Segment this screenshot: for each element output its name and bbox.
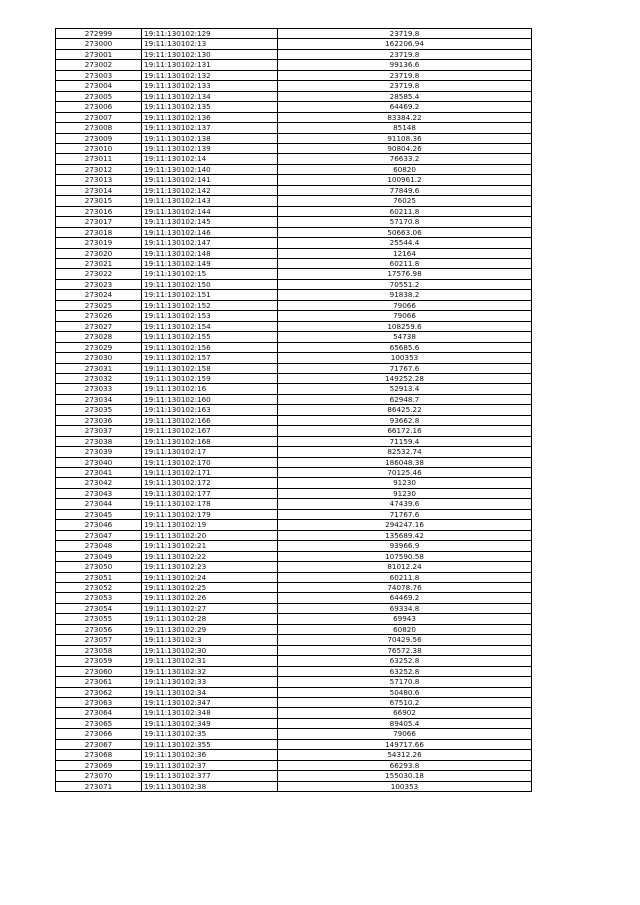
table-row <box>56 635 532 645</box>
row-number-cell: 273069 <box>56 760 142 770</box>
cadastral-number-cell: 19:11:130102:30 <box>142 645 278 655</box>
row-number-cell: 273044 <box>56 499 142 509</box>
cadastral-number-cell: 19:11:130102:37 <box>142 760 278 770</box>
table-row <box>56 300 532 310</box>
value-cell: 108259.6 <box>278 321 532 331</box>
row-number-cell: 273039 <box>56 447 142 457</box>
row-number-cell: 273001 <box>56 49 142 59</box>
row-number-cell: 273062 <box>56 687 142 697</box>
table-row <box>56 217 532 227</box>
table-row <box>56 70 532 80</box>
table-row <box>56 771 532 781</box>
table-row <box>56 530 532 540</box>
table-row <box>56 624 532 634</box>
row-number-cell: 273068 <box>56 750 142 760</box>
value-cell: 89405.4 <box>278 718 532 728</box>
row-number-cell: 273043 <box>56 488 142 498</box>
row-number-cell: 273054 <box>56 603 142 613</box>
value-cell: 186048.38 <box>278 457 532 467</box>
value-cell: 60820 <box>278 164 532 174</box>
table-row <box>56 248 532 258</box>
cadastral-number-cell: 19:11:130102:349 <box>142 718 278 728</box>
cadastral-number-cell: 19:11:130102:153 <box>142 311 278 321</box>
row-number-cell: 273000 <box>56 39 142 49</box>
value-cell: 52913.4 <box>278 384 532 394</box>
cadastral-number-cell: 19:11:130102:26 <box>142 593 278 603</box>
table-row <box>56 321 532 331</box>
cadastral-number-cell: 19:11:130102:21 <box>142 541 278 551</box>
table-row <box>56 342 532 352</box>
row-number-cell: 273046 <box>56 520 142 530</box>
row-number-cell: 273053 <box>56 593 142 603</box>
value-cell: 23719.8 <box>278 49 532 59</box>
cadastral-number-cell: 19:11:130102:19 <box>142 520 278 530</box>
value-cell: 155030.18 <box>278 771 532 781</box>
table-row <box>56 123 532 133</box>
cadastral-number-cell: 19:11:130102:134 <box>142 91 278 101</box>
value-cell: 50480.6 <box>278 687 532 697</box>
value-cell: 91230 <box>278 478 532 488</box>
row-number-cell: 273065 <box>56 718 142 728</box>
table-row <box>56 541 532 551</box>
table-row <box>56 290 532 300</box>
value-cell: 71159.4 <box>278 436 532 446</box>
row-number-cell: 273014 <box>56 185 142 195</box>
cadastral-number-cell: 19:11:130102:133 <box>142 81 278 91</box>
value-cell: 70125.46 <box>278 468 532 478</box>
cadastral-number-cell: 19:11:130102:142 <box>142 185 278 195</box>
table-row <box>56 488 532 498</box>
table-row <box>56 238 532 248</box>
table-row <box>56 750 532 760</box>
value-cell: 79066 <box>278 311 532 321</box>
table-row <box>56 102 532 112</box>
row-number-cell: 273038 <box>56 436 142 446</box>
cadastral-number-cell: 19:11:130102:27 <box>142 603 278 613</box>
cadastral-number-cell: 19:11:130102:17 <box>142 447 278 457</box>
value-cell: 63252.8 <box>278 656 532 666</box>
table-row <box>56 760 532 770</box>
row-number-cell: 273011 <box>56 154 142 164</box>
row-number-cell: 273057 <box>56 635 142 645</box>
value-cell: 149252.28 <box>278 373 532 383</box>
table-row <box>56 394 532 404</box>
value-cell: 71767.6 <box>278 363 532 373</box>
value-cell: 50663.06 <box>278 227 532 237</box>
row-number-cell: 273017 <box>56 217 142 227</box>
cadastral-number-cell: 19:11:130102:149 <box>142 258 278 268</box>
row-number-cell: 273060 <box>56 666 142 676</box>
value-cell: 93662.8 <box>278 415 532 425</box>
cadastral-number-cell: 19:11:130102:139 <box>142 143 278 153</box>
cadastral-number-cell: 19:11:130102:16 <box>142 384 278 394</box>
cadastral-number-cell: 19:11:130102:150 <box>142 279 278 289</box>
table-row <box>56 415 532 425</box>
value-cell: 66172.16 <box>278 426 532 436</box>
row-number-cell: 273002 <box>56 60 142 70</box>
cadastral-number-cell: 19:11:130102:137 <box>142 123 278 133</box>
value-cell: 91108.36 <box>278 133 532 143</box>
row-number-cell: 273027 <box>56 321 142 331</box>
row-number-cell: 273016 <box>56 206 142 216</box>
row-number-cell: 273019 <box>56 238 142 248</box>
table-row <box>56 457 532 467</box>
table-body <box>56 29 532 792</box>
cadastral-number-cell: 19:11:130102:148 <box>142 248 278 258</box>
cadastral-number-cell: 19:11:130102:160 <box>142 394 278 404</box>
value-cell: 17576.98 <box>278 269 532 279</box>
row-number-cell: 273070 <box>56 771 142 781</box>
value-cell: 23719.8 <box>278 70 532 80</box>
cadastral-number-cell: 19:11:130102:140 <box>142 164 278 174</box>
table-row <box>56 478 532 488</box>
value-cell: 81012.24 <box>278 562 532 572</box>
table-row <box>56 468 532 478</box>
value-cell: 70551.2 <box>278 279 532 289</box>
cadastral-number-cell: 19:11:130102:13 <box>142 39 278 49</box>
table-row <box>56 572 532 582</box>
cadastral-number-cell: 19:11:130102:35 <box>142 729 278 739</box>
row-number-cell: 273028 <box>56 332 142 342</box>
table-row <box>56 718 532 728</box>
table-row <box>56 509 532 519</box>
row-number-cell: 273055 <box>56 614 142 624</box>
value-cell: 149717.66 <box>278 739 532 749</box>
cadastral-number-cell: 19:11:130102:168 <box>142 436 278 446</box>
table-row <box>56 687 532 697</box>
table-row <box>56 311 532 321</box>
table-row <box>56 614 532 624</box>
table-row <box>56 656 532 666</box>
cadastral-number-cell: 19:11:130102:135 <box>142 102 278 112</box>
table-row <box>56 227 532 237</box>
table-row <box>56 269 532 279</box>
table-row <box>56 436 532 446</box>
value-cell: 23719.8 <box>278 29 532 39</box>
cadastral-number-cell: 19:11:130102:130 <box>142 49 278 59</box>
cadastral-number-cell: 19:11:130102:22 <box>142 551 278 561</box>
row-number-cell: 273063 <box>56 698 142 708</box>
value-cell: 60211.8 <box>278 258 532 268</box>
cadastral-number-cell: 19:11:130102:138 <box>142 133 278 143</box>
cadastral-number-cell: 19:11:130102:141 <box>142 175 278 185</box>
row-number-cell: 273012 <box>56 164 142 174</box>
table-row <box>56 91 532 101</box>
row-number-cell: 273071 <box>56 781 142 791</box>
cadastral-number-cell: 19:11:130102:32 <box>142 666 278 676</box>
value-cell: 47439.6 <box>278 499 532 509</box>
cadastral-number-cell: 19:11:130102:38 <box>142 781 278 791</box>
cadastral-number-cell: 19:11:130102:132 <box>142 70 278 80</box>
table-row <box>56 164 532 174</box>
table-row <box>56 353 532 363</box>
row-number-cell: 273051 <box>56 572 142 582</box>
table-row <box>56 384 532 394</box>
value-cell: 23719.8 <box>278 81 532 91</box>
cadastral-number-cell: 19:11:130102:166 <box>142 415 278 425</box>
row-number-cell: 273036 <box>56 415 142 425</box>
value-cell: 135689.42 <box>278 530 532 540</box>
value-cell: 60211.8 <box>278 206 532 216</box>
table-row <box>56 363 532 373</box>
table-row <box>56 39 532 49</box>
cadastral-number-cell: 19:11:130102:348 <box>142 708 278 718</box>
row-number-cell: 273052 <box>56 583 142 593</box>
row-number-cell: 273058 <box>56 645 142 655</box>
row-number-cell: 273003 <box>56 70 142 80</box>
cadastral-number-cell: 19:11:130102:25 <box>142 583 278 593</box>
value-cell: 76633.2 <box>278 154 532 164</box>
cadastral-number-cell: 19:11:130102:178 <box>142 499 278 509</box>
cadastral-number-cell: 19:11:130102:158 <box>142 363 278 373</box>
row-number-cell: 273032 <box>56 373 142 383</box>
value-cell: 91838.2 <box>278 290 532 300</box>
value-cell: 70429.56 <box>278 635 532 645</box>
cadastral-number-cell: 19:11:130102:129 <box>142 29 278 39</box>
value-cell: 82532.74 <box>278 447 532 457</box>
row-number-cell: 273048 <box>56 541 142 551</box>
table-row <box>56 258 532 268</box>
cadastral-number-cell: 19:11:130102:36 <box>142 750 278 760</box>
cadastral-number-cell: 19:11:130102:24 <box>142 572 278 582</box>
row-number-cell: 273059 <box>56 656 142 666</box>
row-number-cell: 273025 <box>56 300 142 310</box>
value-cell: 54738 <box>278 332 532 342</box>
row-number-cell: 273056 <box>56 624 142 634</box>
cadastral-number-cell: 19:11:130102:155 <box>142 332 278 342</box>
cadastral-number-cell: 19:11:130102:14 <box>142 154 278 164</box>
value-cell: 74078.76 <box>278 583 532 593</box>
value-cell: 79066 <box>278 300 532 310</box>
row-number-cell: 273010 <box>56 143 142 153</box>
table-row <box>56 603 532 613</box>
value-cell: 100961.2 <box>278 175 532 185</box>
table-row <box>56 666 532 676</box>
value-cell: 63252.8 <box>278 666 532 676</box>
row-number-cell: 273030 <box>56 353 142 363</box>
cadastral-number-cell: 19:11:130102:34 <box>142 687 278 697</box>
value-cell: 90804.26 <box>278 143 532 153</box>
cadastral-number-cell: 19:11:130102:146 <box>142 227 278 237</box>
row-number-cell: 273024 <box>56 290 142 300</box>
row-number-cell: 273061 <box>56 677 142 687</box>
row-number-cell: 273009 <box>56 133 142 143</box>
row-number-cell: 273029 <box>56 342 142 352</box>
row-number-cell: 273040 <box>56 457 142 467</box>
row-number-cell: 273023 <box>56 279 142 289</box>
cadastral-number-cell: 19:11:130102:159 <box>142 373 278 383</box>
value-cell: 77849.6 <box>278 185 532 195</box>
row-number-cell: 273047 <box>56 530 142 540</box>
row-number-cell: 273042 <box>56 478 142 488</box>
row-number-cell: 273066 <box>56 729 142 739</box>
value-cell: 100353 <box>278 781 532 791</box>
cadastral-number-cell: 19:11:130102:29 <box>142 624 278 634</box>
value-cell: 79066 <box>278 729 532 739</box>
row-number-cell: 273007 <box>56 112 142 122</box>
value-cell: 85148 <box>278 123 532 133</box>
cadastral-number-cell: 19:11:130102:33 <box>142 677 278 687</box>
row-number-cell: 273034 <box>56 394 142 404</box>
value-cell: 83384.22 <box>278 112 532 122</box>
row-number-cell: 273006 <box>56 102 142 112</box>
cadastral-number-cell: 19:11:130102:154 <box>142 321 278 331</box>
table-row <box>56 677 532 687</box>
cadastral-number-cell: 19:11:130102:163 <box>142 405 278 415</box>
value-cell: 62948.7 <box>278 394 532 404</box>
row-number-cell: 273049 <box>56 551 142 561</box>
value-cell: 69943 <box>278 614 532 624</box>
table-row <box>56 781 532 791</box>
row-number-cell: 273050 <box>56 562 142 572</box>
table-row <box>56 520 532 530</box>
value-cell: 71767.6 <box>278 509 532 519</box>
table-row <box>56 645 532 655</box>
table-row <box>56 143 532 153</box>
table-row <box>56 196 532 206</box>
row-number-cell: 272999 <box>56 29 142 39</box>
value-cell: 12164 <box>278 248 532 258</box>
table-row <box>56 739 532 749</box>
cadastral-number-cell: 19:11:130102:172 <box>142 478 278 488</box>
cadastral-number-cell: 19:11:130102:131 <box>142 60 278 70</box>
value-cell: 76025 <box>278 196 532 206</box>
cadastral-number-cell: 19:11:130102:28 <box>142 614 278 624</box>
value-cell: 76572.38 <box>278 645 532 655</box>
table-row <box>56 447 532 457</box>
value-cell: 100353 <box>278 353 532 363</box>
table-row <box>56 426 532 436</box>
cadastral-number-cell: 19:11:130102:355 <box>142 739 278 749</box>
row-number-cell: 273005 <box>56 91 142 101</box>
data-table <box>55 28 532 792</box>
cadastral-number-cell: 19:11:130102:347 <box>142 698 278 708</box>
row-number-cell: 273022 <box>56 269 142 279</box>
value-cell: 64469.2 <box>278 593 532 603</box>
value-cell: 57170.8 <box>278 217 532 227</box>
value-cell: 28585.4 <box>278 91 532 101</box>
value-cell: 66293.8 <box>278 760 532 770</box>
table-row <box>56 499 532 509</box>
row-number-cell: 273021 <box>56 258 142 268</box>
row-number-cell: 273004 <box>56 81 142 91</box>
row-number-cell: 273067 <box>56 739 142 749</box>
cadastral-number-cell: 19:11:130102:31 <box>142 656 278 666</box>
value-cell: 66902 <box>278 708 532 718</box>
value-cell: 64469.2 <box>278 102 532 112</box>
cadastral-number-cell: 19:11:130102:179 <box>142 509 278 519</box>
cadastral-number-cell: 19:11:130102:156 <box>142 342 278 352</box>
table-row <box>56 154 532 164</box>
table-row <box>56 405 532 415</box>
value-cell: 99136.6 <box>278 60 532 70</box>
row-number-cell: 273037 <box>56 426 142 436</box>
value-cell: 69334.8 <box>278 603 532 613</box>
row-number-cell: 273020 <box>56 248 142 258</box>
cadastral-number-cell: 19:11:130102:3 <box>142 635 278 645</box>
row-number-cell: 273033 <box>56 384 142 394</box>
value-cell: 86425.22 <box>278 405 532 415</box>
value-cell: 107590.58 <box>278 551 532 561</box>
cadastral-number-cell: 19:11:130102:23 <box>142 562 278 572</box>
table-row <box>56 185 532 195</box>
cadastral-number-cell: 19:11:130102:157 <box>142 353 278 363</box>
table-row <box>56 593 532 603</box>
cadastral-number-cell: 19:11:130102:20 <box>142 530 278 540</box>
table-row <box>56 175 532 185</box>
table-row <box>56 332 532 342</box>
row-number-cell: 273041 <box>56 468 142 478</box>
cadastral-number-cell: 19:11:130102:145 <box>142 217 278 227</box>
table-row <box>56 60 532 70</box>
cadastral-number-cell: 19:11:130102:171 <box>142 468 278 478</box>
table-row <box>56 279 532 289</box>
table-row <box>56 112 532 122</box>
row-number-cell: 273045 <box>56 509 142 519</box>
row-number-cell: 273018 <box>56 227 142 237</box>
value-cell: 91230 <box>278 488 532 498</box>
table-row <box>56 562 532 572</box>
row-number-cell: 273013 <box>56 175 142 185</box>
value-cell: 54312.26 <box>278 750 532 760</box>
value-cell: 65685.6 <box>278 342 532 352</box>
table-row <box>56 29 532 39</box>
table-row <box>56 206 532 216</box>
row-number-cell: 273015 <box>56 196 142 206</box>
value-cell: 60820 <box>278 624 532 634</box>
table-row <box>56 583 532 593</box>
cadastral-number-cell: 19:11:130102:15 <box>142 269 278 279</box>
row-number-cell: 273031 <box>56 363 142 373</box>
table-row <box>56 698 532 708</box>
cadastral-number-cell: 19:11:130102:147 <box>142 238 278 248</box>
row-number-cell: 273064 <box>56 708 142 718</box>
cadastral-number-cell: 19:11:130102:144 <box>142 206 278 216</box>
cadastral-number-cell: 19:11:130102:152 <box>142 300 278 310</box>
cadastral-number-cell: 19:11:130102:177 <box>142 488 278 498</box>
table-row <box>56 133 532 143</box>
value-cell: 60211.8 <box>278 572 532 582</box>
value-cell: 93966.9 <box>278 541 532 551</box>
cadastral-number-cell: 19:11:130102:167 <box>142 426 278 436</box>
value-cell: 162206.94 <box>278 39 532 49</box>
table-row <box>56 729 532 739</box>
cadastral-number-cell: 19:11:130102:151 <box>142 290 278 300</box>
cadastral-number-cell: 19:11:130102:143 <box>142 196 278 206</box>
value-cell: 25544.4 <box>278 238 532 248</box>
value-cell: 67510.2 <box>278 698 532 708</box>
cadastral-number-cell: 19:11:130102:377 <box>142 771 278 781</box>
row-number-cell: 273026 <box>56 311 142 321</box>
table-row <box>56 708 532 718</box>
table-row <box>56 49 532 59</box>
row-number-cell: 273035 <box>56 405 142 415</box>
value-cell: 294247.16 <box>278 520 532 530</box>
row-number-cell: 273008 <box>56 123 142 133</box>
table-row <box>56 551 532 561</box>
table-row <box>56 81 532 91</box>
cadastral-number-cell: 19:11:130102:170 <box>142 457 278 467</box>
cadastral-number-cell: 19:11:130102:136 <box>142 112 278 122</box>
value-cell: 57170.8 <box>278 677 532 687</box>
table-row <box>56 373 532 383</box>
